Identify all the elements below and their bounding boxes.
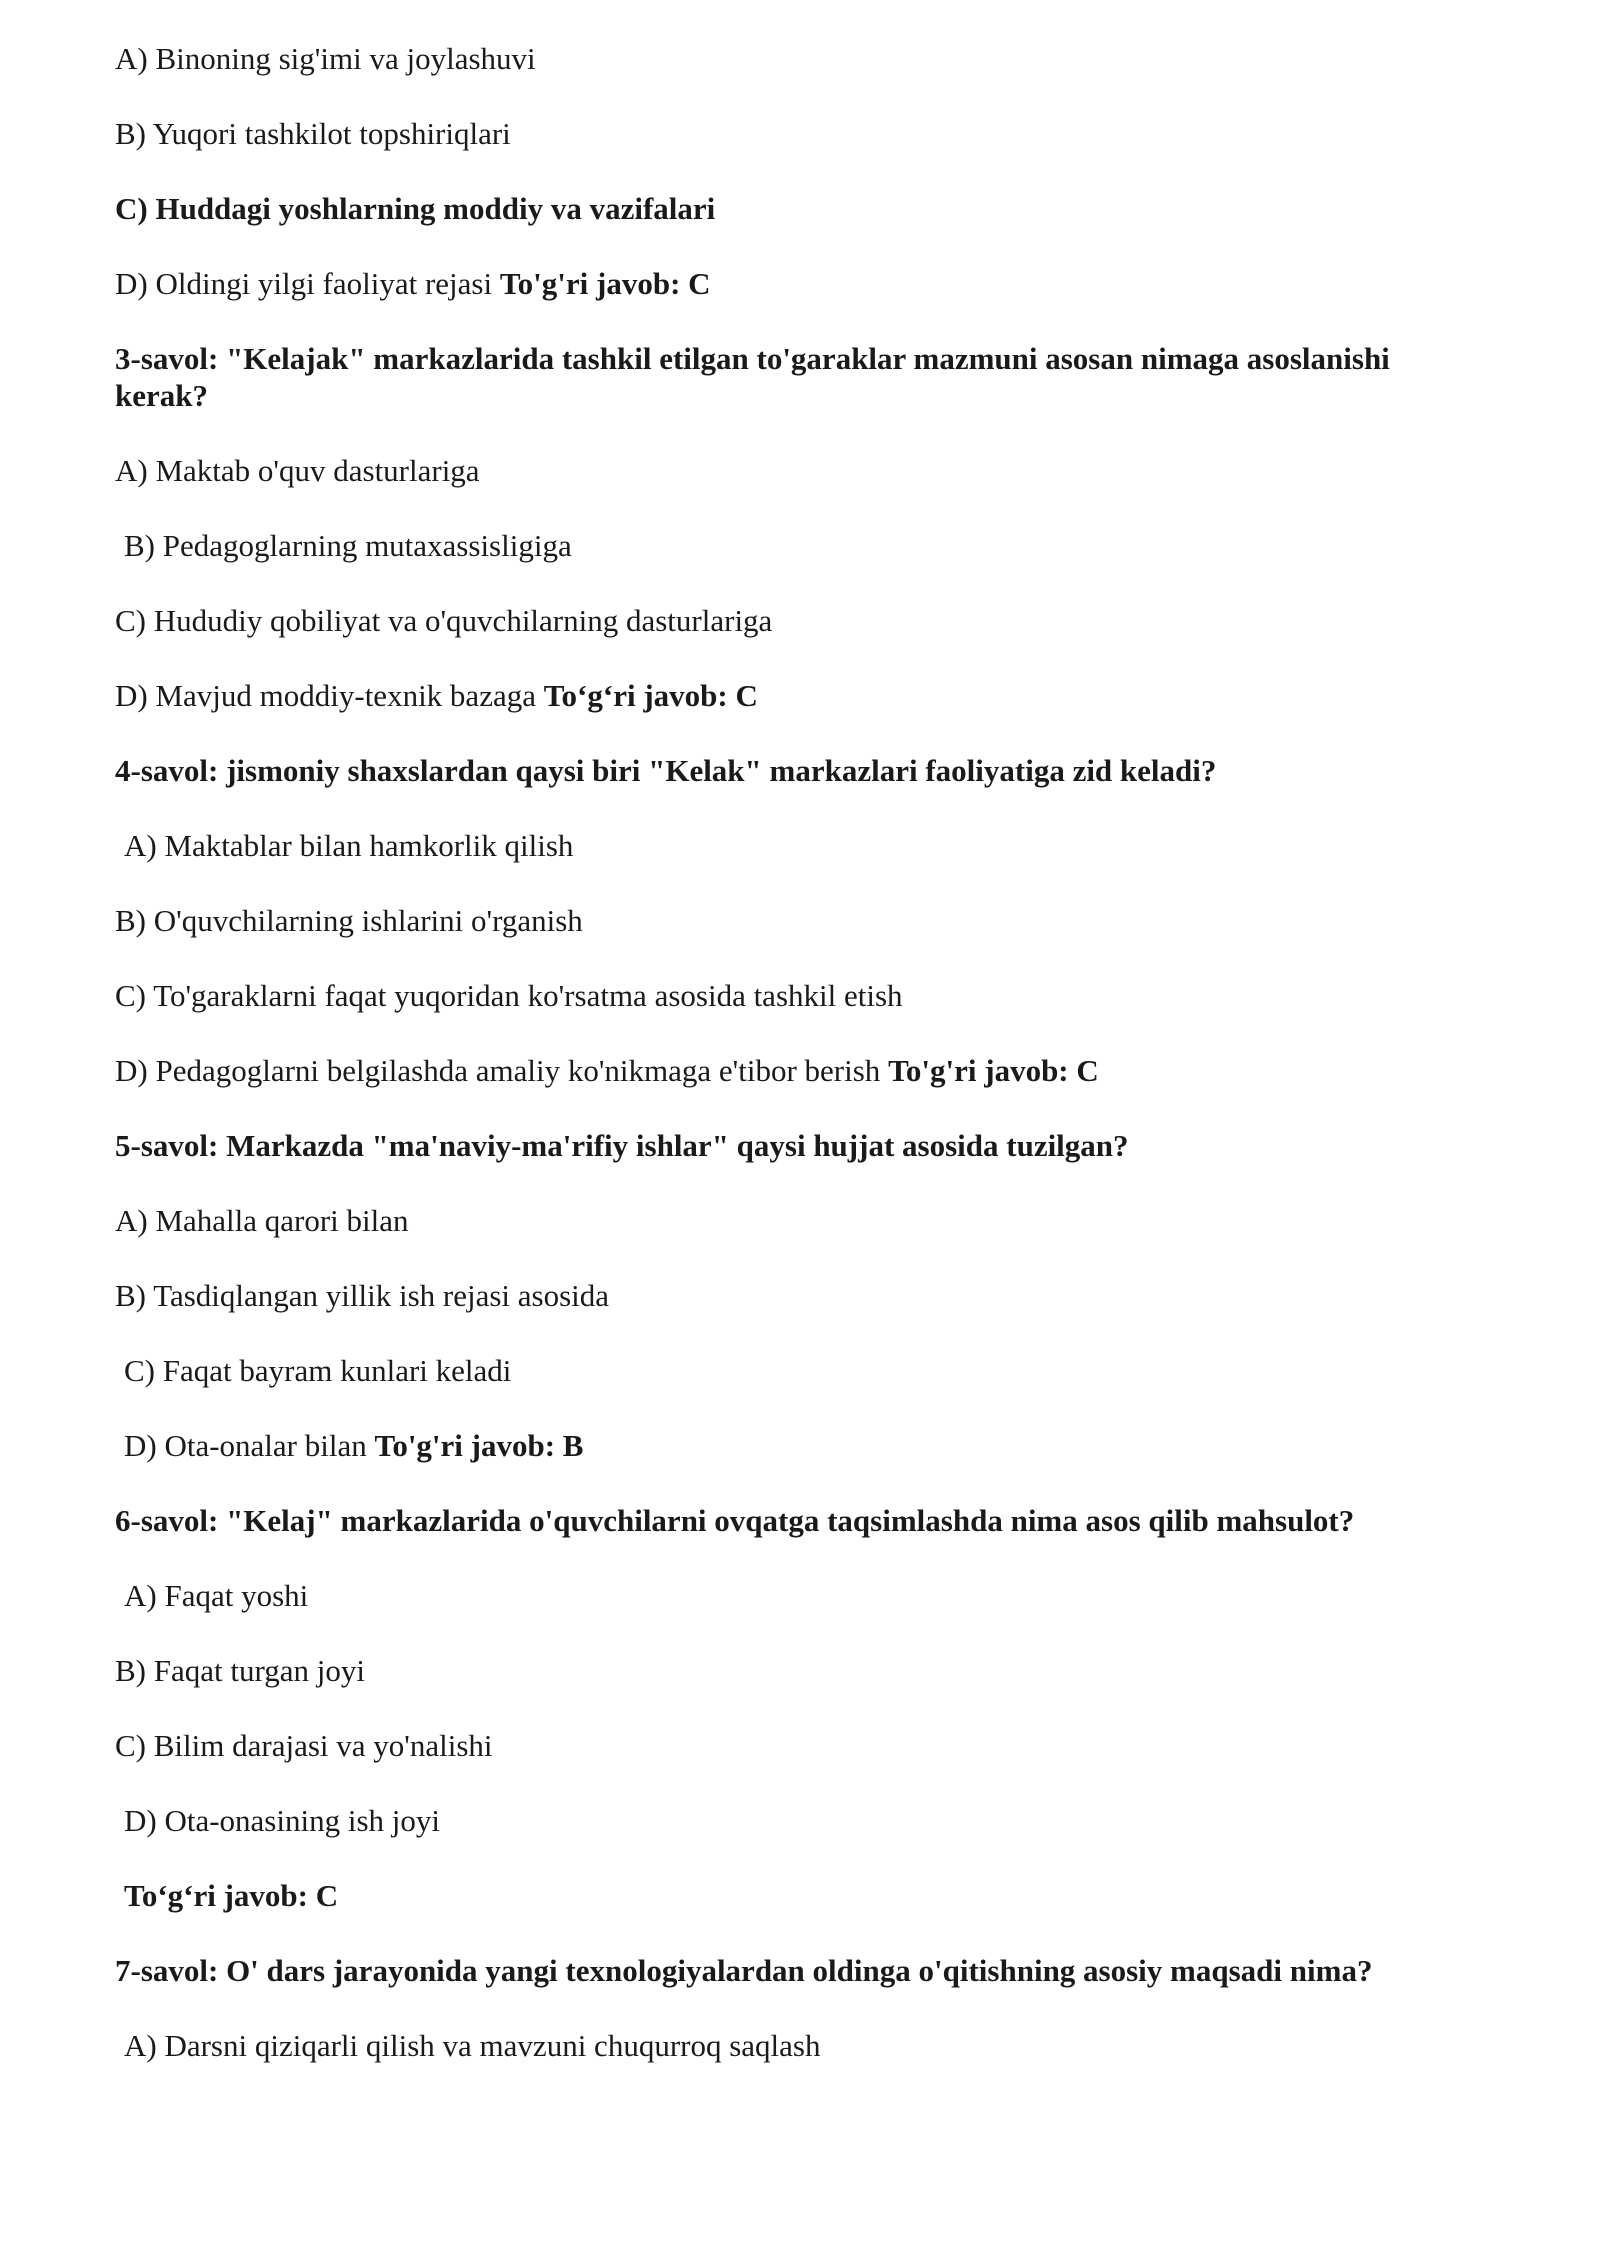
option-b [115, 1652, 1455, 1689]
option-d [115, 265, 1455, 302]
option-c [115, 1727, 1455, 1764]
option-a [115, 1202, 1455, 1239]
question-text: 7-savol: O' dars jarayonida yangi texnologiyalardan oldinga o'qitishning asosiy maqsadi nima? [115, 1953, 1373, 1988]
correct-answer: To‘g‘ri javob: C [543, 678, 758, 713]
question-5 [115, 1127, 1455, 1164]
option-text: B) Faqat turgan joyi [115, 1653, 365, 1688]
option-text: A) Darsni qiziqarli qilish va mavzuni chuqurroq saqlash [124, 2028, 821, 2063]
option-text: A) Binoning sig'imi va joylashuvi [115, 41, 536, 76]
option-a [115, 40, 1455, 77]
document-page [115, 40, 1455, 2102]
option-a [115, 2027, 1455, 2064]
correct-answer-line [115, 1877, 1455, 1914]
question-text: 5-savol: Markazda "ma'naviy-ma'rifiy ishlar" qaysi hujjat asosida tuzilgan? [115, 1128, 1129, 1163]
correct-answer: To‘g‘ri javob: C [124, 1878, 339, 1913]
option-b [115, 115, 1455, 152]
question-text: 3-savol: "Kelajak" markazlarida tashkil etilgan to'garaklar mazmuni asosan nimaga asoslanishi kerak? [115, 341, 1390, 413]
option-c [115, 602, 1455, 639]
option-text: B) Pedagoglarning mutaxassisligiga [124, 528, 572, 563]
option-c-correct [115, 190, 1455, 227]
option-b [115, 902, 1455, 939]
option-a [115, 1577, 1455, 1614]
option-text: A) Maktablar bilan hamkorlik qilish [124, 828, 574, 863]
option-text: D) Ota-onasining ish joyi [124, 1803, 440, 1838]
option-c [115, 1352, 1455, 1389]
question-7 [115, 1952, 1455, 1989]
option-d [115, 1802, 1455, 1839]
option-text: D) Pedagoglarni belgilashda amaliy ko'nikmaga e'tibor berish [115, 1053, 889, 1088]
correct-answer: To'g'ri javob: B [374, 1428, 584, 1463]
option-text: A) Faqat yoshi [124, 1578, 309, 1613]
question-6 [115, 1502, 1455, 1539]
option-text: D) Oldingi yilgi faoliyat rejasi [115, 266, 500, 301]
option-text: C) Huddagi yoshlarning moddiy va vazifalari [115, 191, 716, 226]
question-3 [115, 340, 1455, 414]
question-4 [115, 752, 1455, 789]
option-text: D) Ota-onalar bilan [124, 1428, 375, 1463]
option-a [115, 452, 1455, 489]
question-text: 6-savol: "Kelaj" markazlarida o'quvchilarni ovqatga taqsimlashda nima asos qilib mahsulot? [115, 1503, 1355, 1538]
correct-answer: To'g'ri javob: C [888, 1053, 1099, 1088]
option-text: C) Hududiy qobiliyat va o'quvchilarning dasturlariga [115, 603, 773, 638]
question-text: 4-savol: jismoniy shaxslardan qaysi biri "Kelak" markazlari faoliyatiga zid keladi? [115, 753, 1217, 788]
option-text: B) Tasdiqlangan yillik ish rejasi asosida [115, 1278, 610, 1313]
option-b [115, 527, 1455, 564]
option-text: B) O'quvchilarning ishlarini o'rganish [115, 903, 583, 938]
option-text: A) Mahalla qarori bilan [115, 1203, 409, 1238]
option-b [115, 1277, 1455, 1314]
option-c [115, 977, 1455, 1014]
option-a [115, 827, 1455, 864]
option-text: D) Mavjud moddiy-texnik bazaga [115, 678, 544, 713]
option-text: A) Maktab o'quv dasturlariga [115, 453, 480, 488]
option-d [115, 677, 1455, 714]
option-d [115, 1052, 1455, 1089]
option-text: B) Yuqori tashkilot topshiriqlari [115, 116, 511, 151]
option-text: C) Faqat bayram kunlari keladi [124, 1353, 512, 1388]
option-text: C) Bilim darajasi va yo'nalishi [115, 1728, 493, 1763]
correct-answer: To'g'ri javob: C [499, 266, 711, 301]
option-d [115, 1427, 1455, 1464]
option-text: C) To'garaklarni faqat yuqoridan ko'rsatma asosida tashkil etish [115, 978, 903, 1013]
